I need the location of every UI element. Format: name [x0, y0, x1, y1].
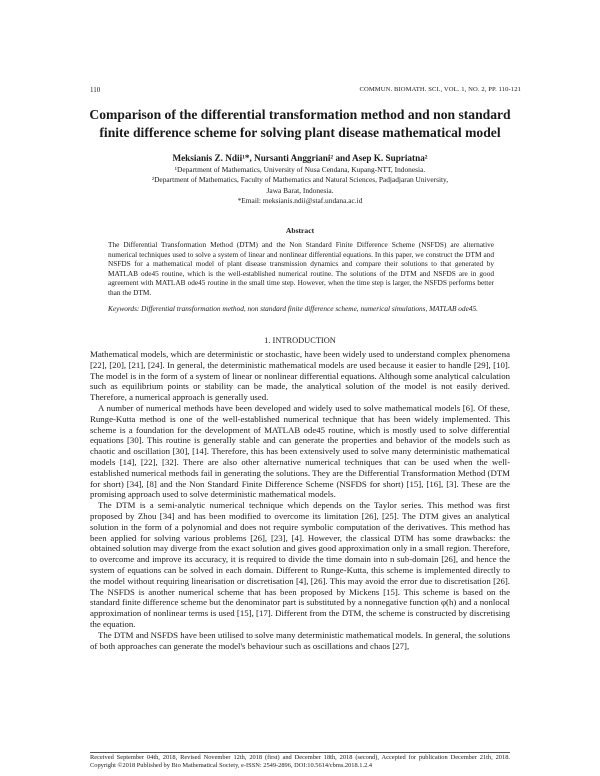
journal-header: COMMUN. BIOMATH. SCI., VOL. 1, NO. 2, PP. 110-121 [359, 86, 521, 93]
affiliation-2: ²Department of Mathematics, Faculty of Mathematics and Natural Sciences, Padjadjaran University, [151, 175, 449, 185]
paper-title: Comparison of the differential transformation method and non standard finite difference scheme for solving plant disease mathematical model [89, 107, 511, 140]
paragraph-1: Mathematical models, which are deterministic or stochastic, have been widely used to understand complex phenomena [22], [20], [21], [24]. In general, the deterministic mathematical models are used because it easier to handle [29], [10]. The model is in the form of a system of linear or nonlinear differential equations. Although some analytical calculation such as equilibrium points or stability can be made, the analytical solution of the model is not easily derived. Therefore, a numerical approach is generally used. [90, 349, 510, 403]
body-text [90, 349, 510, 651]
abstract-text [108, 240, 494, 304]
section-number: 1. [264, 336, 271, 345]
affiliation-2-location: Jawa Barat, Indonesia. [266, 185, 334, 195]
keywords-text: Keywords: Differential transformation method, non standard finite difference scheme, numerical simulations, MATLAB ode45. [108, 304, 478, 313]
authors: Meksianis Z. Ndii¹*, Nursanti Anggriani² and Asep K. Supriatna² [172, 153, 428, 163]
page-number: 110 [90, 86, 101, 94]
keywords [108, 304, 494, 314]
footnote: Received September 04th, 2018, Revised November 12th, 2018 (first) and December 18th, 2018 (second), Accepted for publication December 21th, 2018. Copyright ©2018 Published by Bio Mathematical Society, e-ISSN: 2549-2896, DOI:10.5614/cbms.2018.1.2.4 [90, 754, 510, 770]
paragraph-2: A number of numerical methods have been developed and widely used to solve mathematical models [6]. Of these, Runge-Kutta method is one of the well-established numerical technique that has been widely implemented. This scheme is a foundation for the development of MATLAB ode45 routine, which is mostly used to solve differential equations [30]. This routine is generally stable and can generate the properties and behavior of the models such as chaotic and oscillation [30], [14]. Therefore, this has been extensively used to solve many deterministic mathematical models [14], [22], [32]. There are also other alternative numerical techniques that can be used when the well-established numerical methods fail in generating the solutions. They are the Differential Transformation Method (DTM for short) [34], [8] and the Non Standard Finite Difference Scheme (NSFDS for short) [15], [16], [3]. These are the promising approach used to solve deterministic mathematical models. [90, 402, 510, 500]
corresponding-email: *Email: meksianis.ndii@staf.undana.ac.id [237, 196, 363, 206]
section-title: INTRODUCTION [272, 336, 336, 345]
abstract-heading: Abstract [285, 226, 315, 235]
affiliation-1: ¹Department of Mathematics, University of Nusa Cendana, Kupang-NTT, Indonesia. [174, 165, 426, 174]
paragraph-3: The DTM is a semi-analytic numerical technique which depends on the Taylor series. This method was first proposed by Zhou [34] and has been modified to overcome its limitation [26], [25]. The DTM gives an analytical solution in the form of a polynomial and does not require symbolic computation of the derivatives. This method has been applied for solving various problems [26], [23], [4]. However, the classical DTM has some drawbacks: the obtained solution may diverge from the exact solution and gives good approximation only in a small region. Therefore, to overcome and improve its accuracy, it is required to divide the time domain into n sub-domain [26], and hence the system of equations can be solved in each domain. Different to Runge-Kutta, this scheme is implemented directly to the model without requiring linearisation or discretisation [4], [26]. This may avoid the error due to discretisation [26]. The NSFDS is another numerical scheme that has been proposed by Mickens [15]. This scheme is based on the standard finite difference scheme but the denominator part is substituted by a nonnegative function φ(h) and a nonlocal approximation of nonlinear terms is used [15], [17]. Different from the DTM, the scheme is constructed by discretising the equation. [90, 500, 510, 629]
paragraph-4: The DTM and NSFDS have been utilised to solve many deterministic mathematical models. In general, the solutions of both approaches can generate the model's behaviour such as oscillations and chaos [27], [90, 629, 510, 651]
affiliations [80, 165, 520, 207]
footnote-rule [90, 752, 510, 753]
section-heading [80, 336, 520, 345]
abstract-body: The Differential Transformation Method (DTM) and the Non Standard Finite Difference Scheme (NSFDS) are alternative numerical techniques used to solve a system of linear and nonlinear differential equations. In this paper, we construct the DTM and NSFDS for a mathematical model of plant disease transmission dynamics and compare their solutions to that generated by MATLAB ode45 routine, which is the well-established numerical routine. The solutions of the DTM and NSFDS are in good agreement with MATLAB ode45 routine in the small time step. However, when the time step is larger, the NSFDS performs better than the DTM. [108, 240, 494, 297]
